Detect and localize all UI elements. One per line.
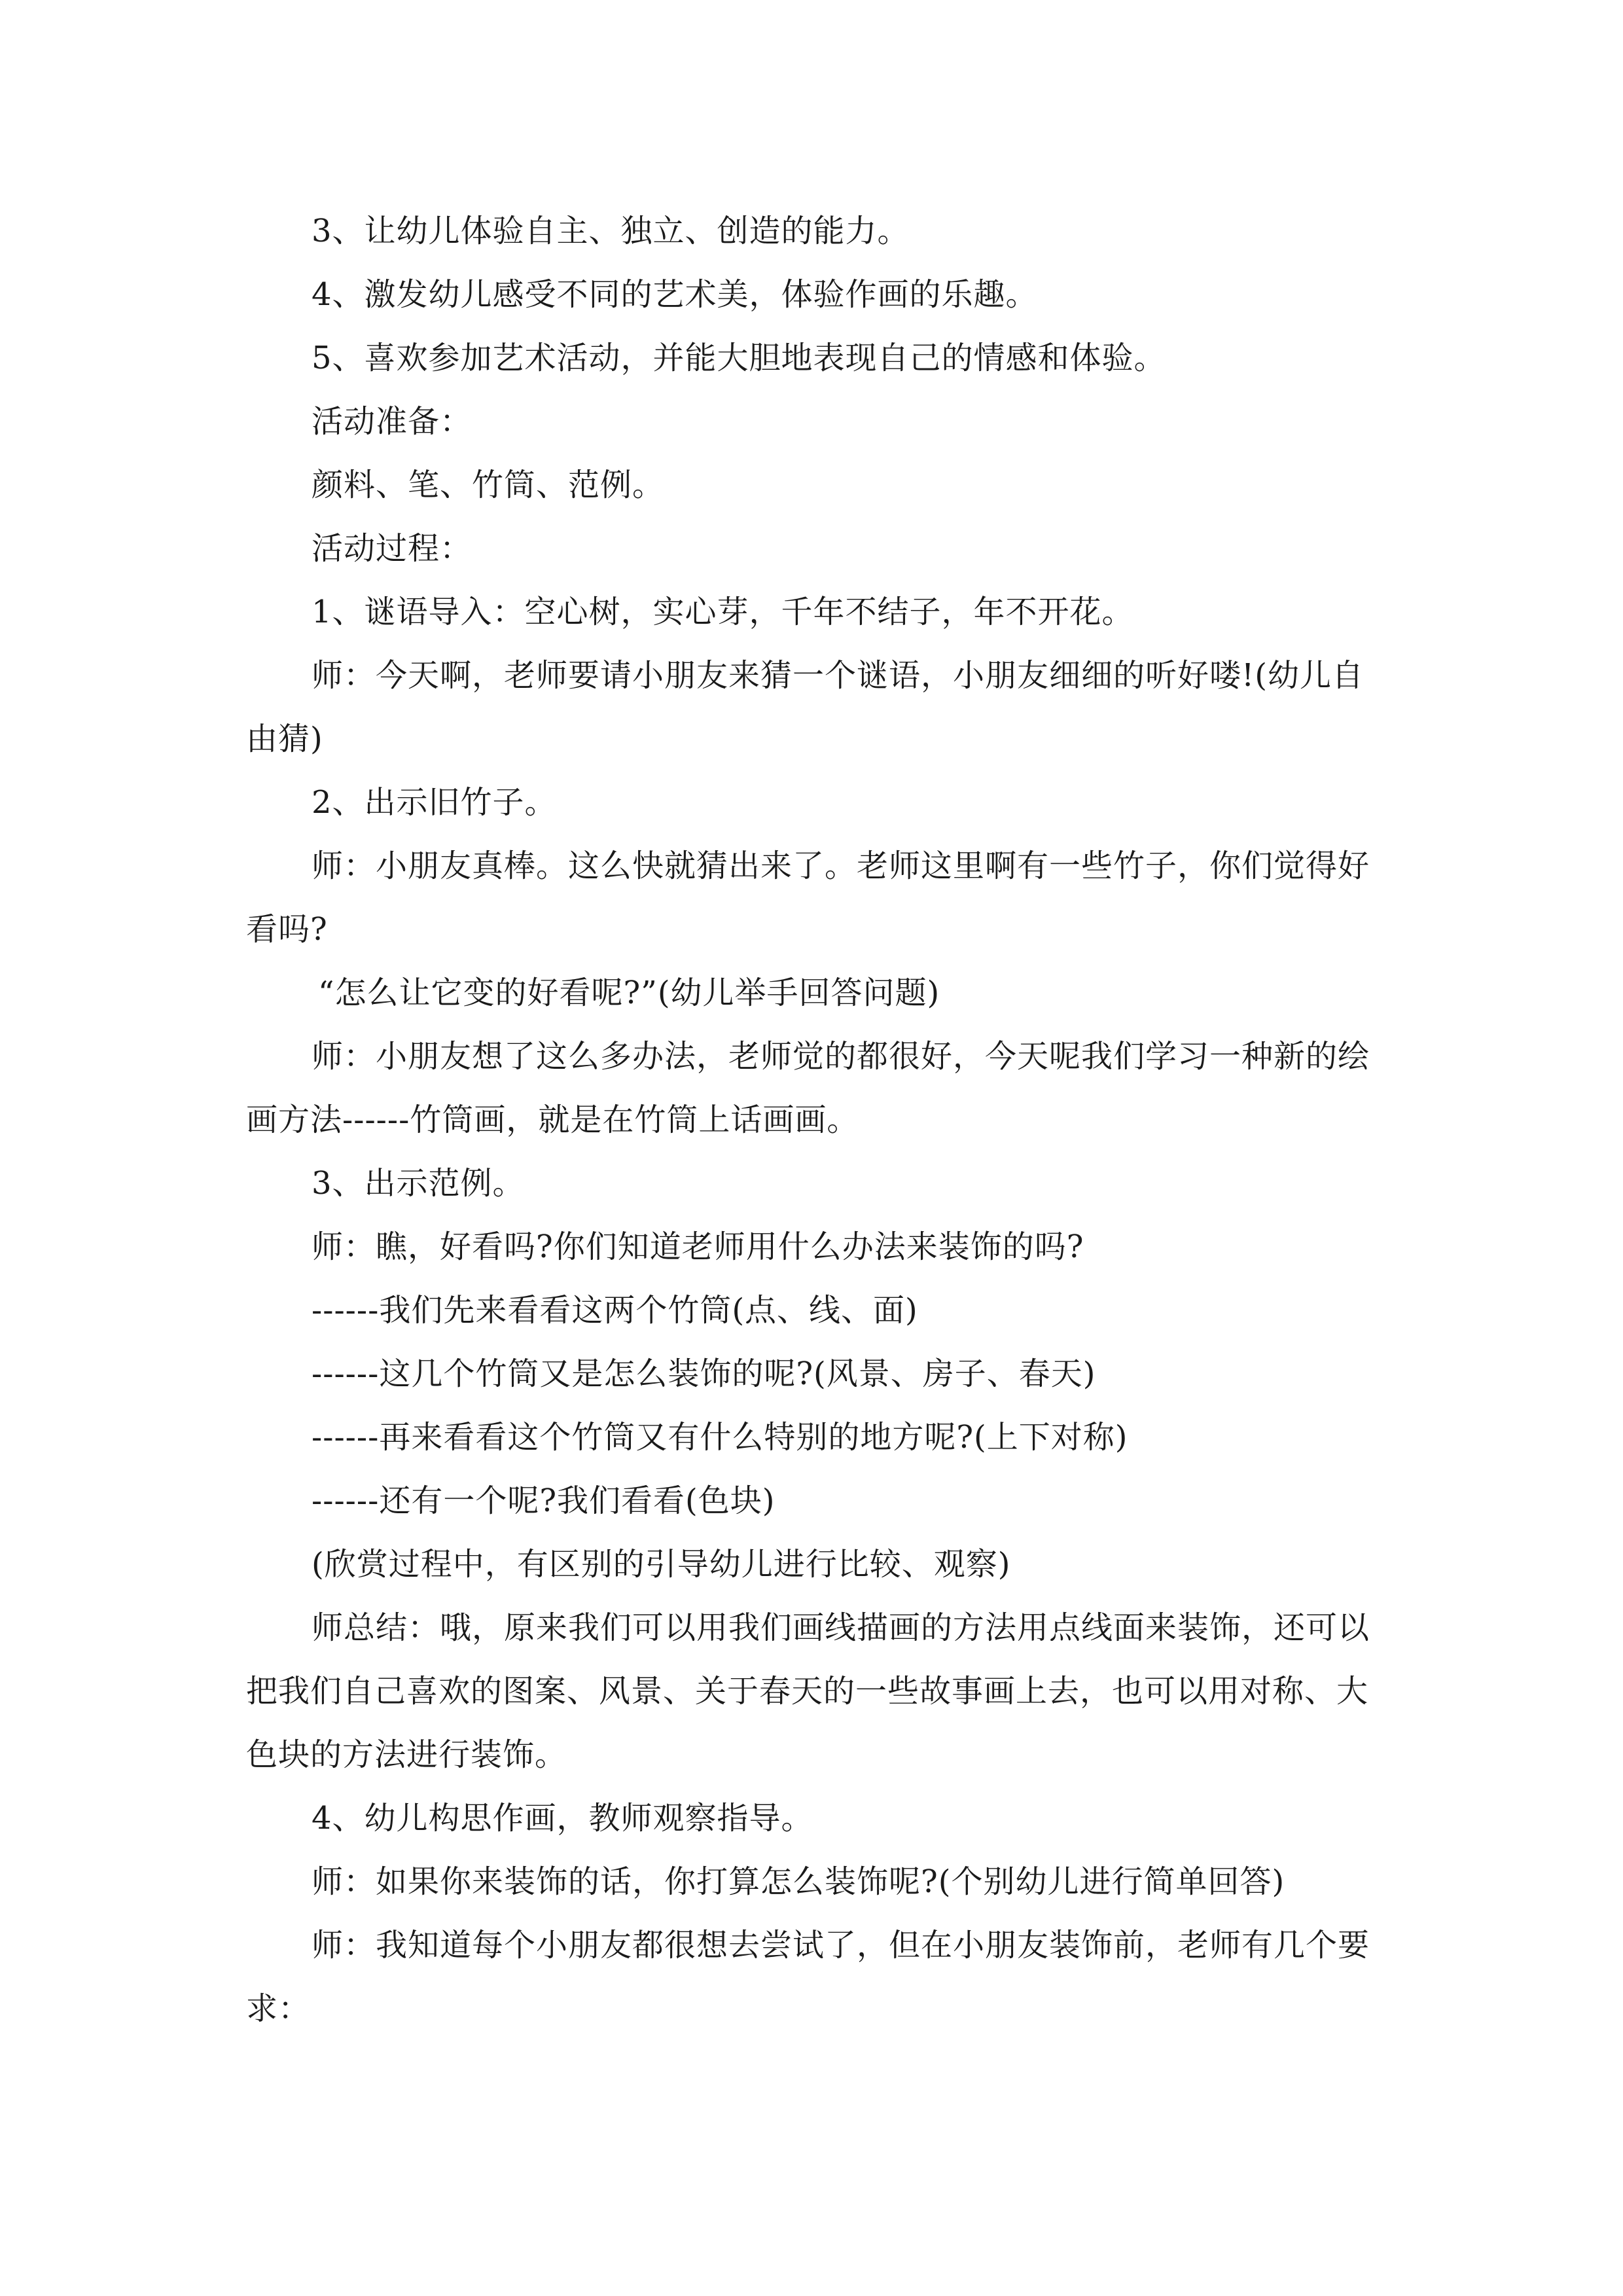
step-1-riddle: 1、谜语导入：空心树，实心芽，千年不结子，年不开花。 bbox=[312, 594, 1134, 630]
teacher-requirements: 师：我知道每个小朋友都很想去尝试了，但在小朋友装饰前，老师有几个要求： bbox=[246, 1927, 1370, 2027]
example-scenery: ------这几个竹筒又是怎么装饰的呢?(风景、房子、春天) bbox=[312, 1355, 1096, 1392]
document-body bbox=[246, 200, 1378, 2041]
preparation-materials: 颜料、笔、竹筒、范例。 bbox=[312, 467, 665, 503]
example-color-block: ------还有一个呢?我们看看(色块) bbox=[312, 1482, 776, 1519]
question-make-pretty: “怎么让它变的好看呢?”(幼儿举手回答问题) bbox=[318, 975, 940, 1011]
objective-5: 5、喜欢参加艺术活动，并能大胆地表现自己的情感和体验。 bbox=[312, 340, 1166, 376]
teacher-bamboo-dialogue: 师：小朋友真棒。这么快就猜出来了。老师这里啊有一些竹子，你们觉得好看吗? bbox=[246, 848, 1370, 948]
objective-3: 3、让幼儿体验自主、独立、创造的能力。 bbox=[312, 213, 910, 249]
step-4-drawing: 4、幼儿构思作画，教师观察指导。 bbox=[312, 1800, 813, 1837]
teacher-decoration-question: 师：如果你来装饰的话，你打算怎么装饰呢?(个别幼儿进行简单回答) bbox=[312, 1863, 1285, 1900]
preparation-heading: 活动准备： bbox=[312, 403, 473, 440]
teacher-examples-question: 师：瞧，好看吗?你们知道老师用什么办法来装饰的吗? bbox=[312, 1229, 1084, 1265]
teacher-riddle-dialogue: 师：今天啊，老师要请小朋友来猜一个谜语，小朋友细细的听好喽!(幼儿自由猜) bbox=[246, 657, 1364, 757]
step-3-show-examples: 3、出示范例。 bbox=[312, 1165, 525, 1202]
teacher-summary: 师总结：哦，原来我们可以用我们画线描画的方法用点线面来装饰，还可以把我们自己喜欢的图案、风景、关于春天的一些故事画上去，也可以用对称、大色块的方法进行装饰。 bbox=[246, 1609, 1370, 1773]
teacher-new-method: 师：小朋友想了这么多办法，老师觉的都很好，今天呢我们学习一种新的绘画方法------竹筒画，就是在竹筒上话画画。 bbox=[246, 1038, 1370, 1138]
process-heading: 活动过程： bbox=[312, 530, 473, 567]
objective-4: 4、激发幼儿感受不同的艺术美，体验作画的乐趣。 bbox=[312, 276, 1038, 313]
step-2-show-bamboo: 2、出示旧竹子。 bbox=[312, 784, 557, 821]
example-point-line-surface: ------我们先来看看这两个竹筒(点、线、面) bbox=[312, 1292, 918, 1329]
example-symmetry: ------再来看看这个竹筒又有什么特别的地方呢?(上下对称) bbox=[312, 1419, 1128, 1456]
appreciation-note: (欣赏过程中，有区别的引导幼儿进行比较、观察) bbox=[312, 1546, 1011, 1583]
